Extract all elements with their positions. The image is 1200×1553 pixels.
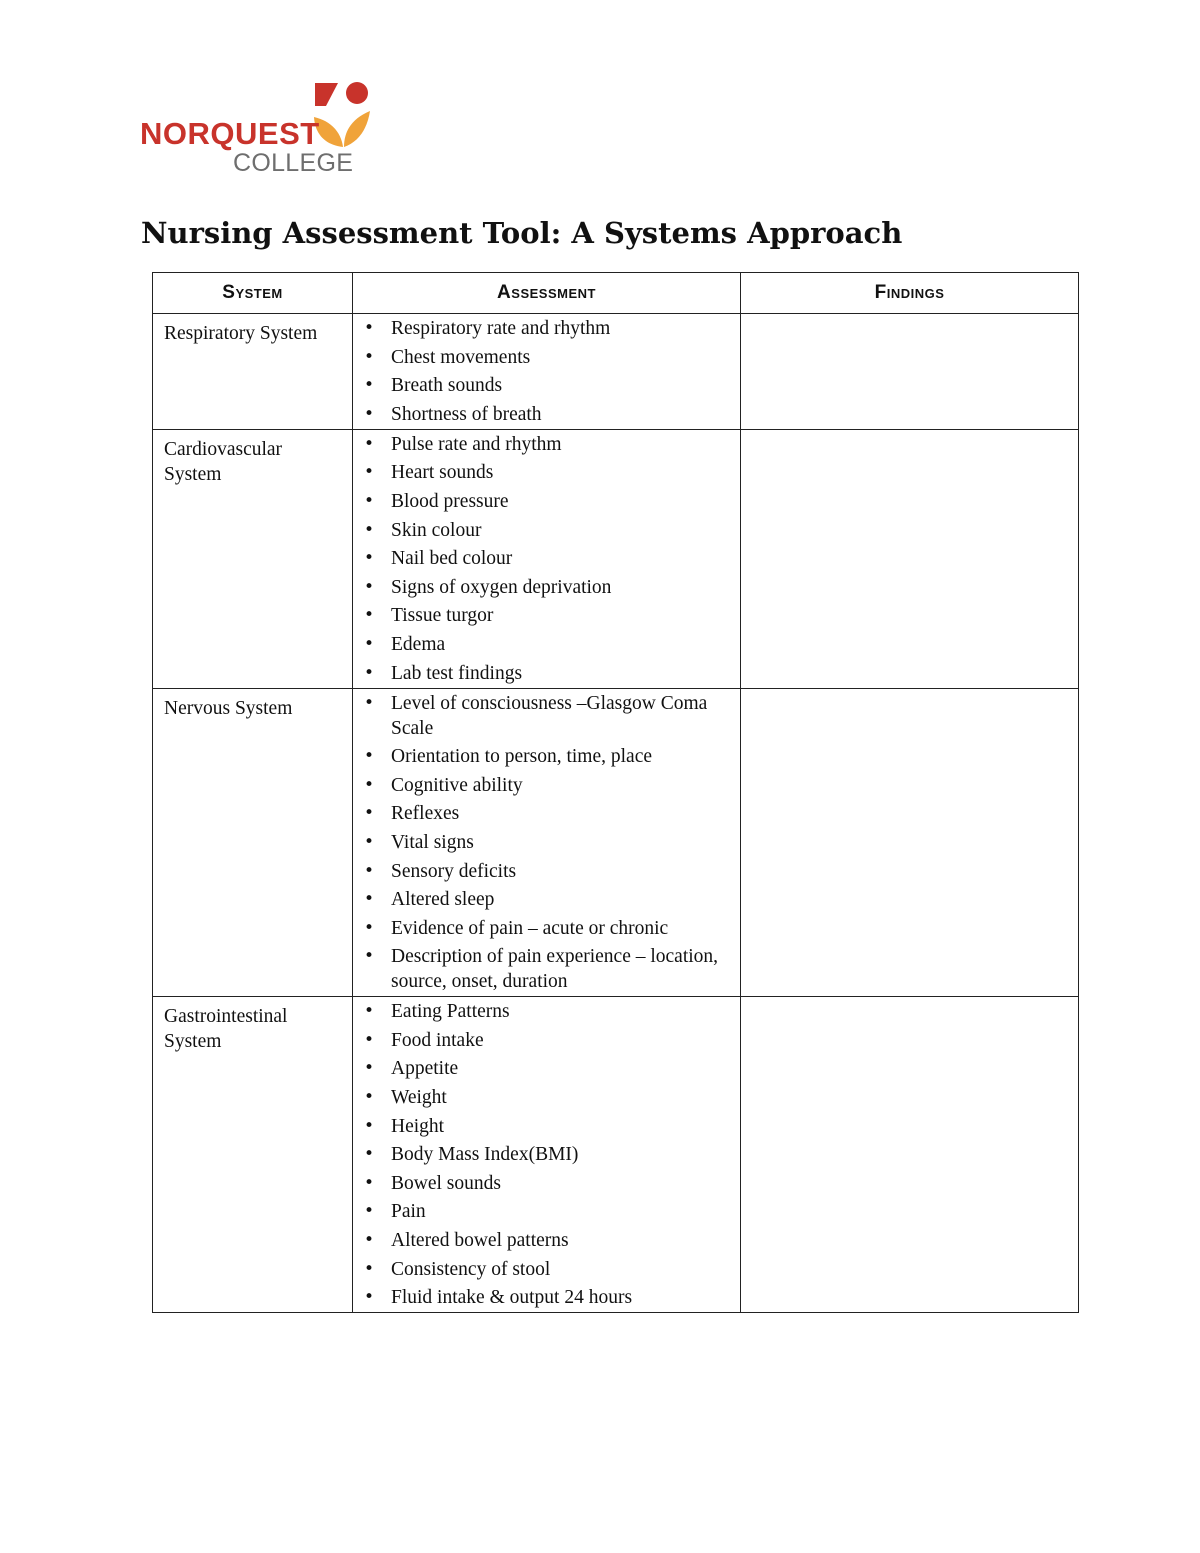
list-item: • Pain [361,1199,734,1224]
table-row-nervous [153,688,1079,997]
system-name-cardiovascular: Cardiovascular System [153,429,353,688]
list-item: • Body Mass Index(BMI) [361,1142,734,1167]
norquest-logo [138,78,378,182]
list-item: • Orientation to person, time, place [361,744,734,769]
logo-subtitle: COLLEGE [233,149,354,177]
list-item: • Shortness of breath [361,402,734,427]
table-header-row [153,273,1079,314]
list-item: • Reflexes [361,801,734,826]
list-item: • Eating Patterns [361,999,734,1024]
table-row-cardiovascular [153,429,1079,688]
logo-wordmark: NORQUEST [140,116,320,151]
list-item: • Nail bed colour [361,546,734,571]
findings-cell-nervous[interactable] [741,688,1079,997]
assessment-cell-gastrointestinal [353,997,741,1313]
list-item: • Altered sleep [361,887,734,912]
system-name-respiratory: Respiratory System [153,314,353,430]
assessment-cell-cardiovascular [353,429,741,688]
list-item: • Description of pain experience – location, source, onset, duration [361,944,734,994]
assessment-cell-respiratory [353,314,741,430]
table-row-gastrointestinal [153,997,1079,1313]
list-item: • Evidence of pain – acute or chronic [361,916,734,941]
list-item: • Level of consciousness –Glasgow Coma Scale [361,691,734,741]
list-item: • Height [361,1114,734,1139]
list-item: • Bowel sounds [361,1171,734,1196]
list-item: • Blood pressure [361,489,734,514]
assessment-table [152,272,1079,1313]
assessment-list [361,316,734,427]
list-item: • Sensory deficits [361,859,734,884]
header-findings: Findings [741,273,1079,314]
findings-cell-gastrointestinal[interactable] [741,997,1079,1313]
list-item: • Signs of oxygen deprivation [361,575,734,600]
header-system: System [153,273,353,314]
list-item: • Cognitive ability [361,773,734,798]
list-item: • Pulse rate and rhythm [361,432,734,457]
list-item: • Appetite [361,1056,734,1081]
list-item: • Tissue turgor [361,603,734,628]
system-name-nervous: Nervous System [153,688,353,997]
list-item: • Consistency of stool [361,1257,734,1282]
list-item: • Chest movements [361,345,734,370]
list-item: • Food intake [361,1028,734,1053]
list-item: • Heart sounds [361,460,734,485]
assessment-list [361,432,734,686]
list-item: • Breath sounds [361,373,734,398]
list-item: • Lab test findings [361,661,734,686]
assessment-list [361,691,734,995]
table-row-respiratory [153,314,1079,430]
list-item: • Vital signs [361,830,734,855]
assessment-list [361,999,734,1310]
findings-cell-respiratory[interactable] [741,314,1079,430]
header-assessment: Assessment [353,273,741,314]
list-item: • Edema [361,632,734,657]
list-item: • Fluid intake & output 24 hours [361,1285,734,1310]
list-item: • Respiratory rate and rhythm [361,316,734,341]
list-item: • Altered bowel patterns [361,1228,734,1253]
assessment-cell-nervous [353,688,741,997]
system-name-gastrointestinal: Gastrointestinal System [153,997,353,1313]
findings-cell-cardiovascular[interactable] [741,429,1079,688]
list-item: • Skin colour [361,518,734,543]
page-title: Nursing Assessment Tool: A Systems Approach [141,216,903,250]
list-item: • Weight [361,1085,734,1110]
